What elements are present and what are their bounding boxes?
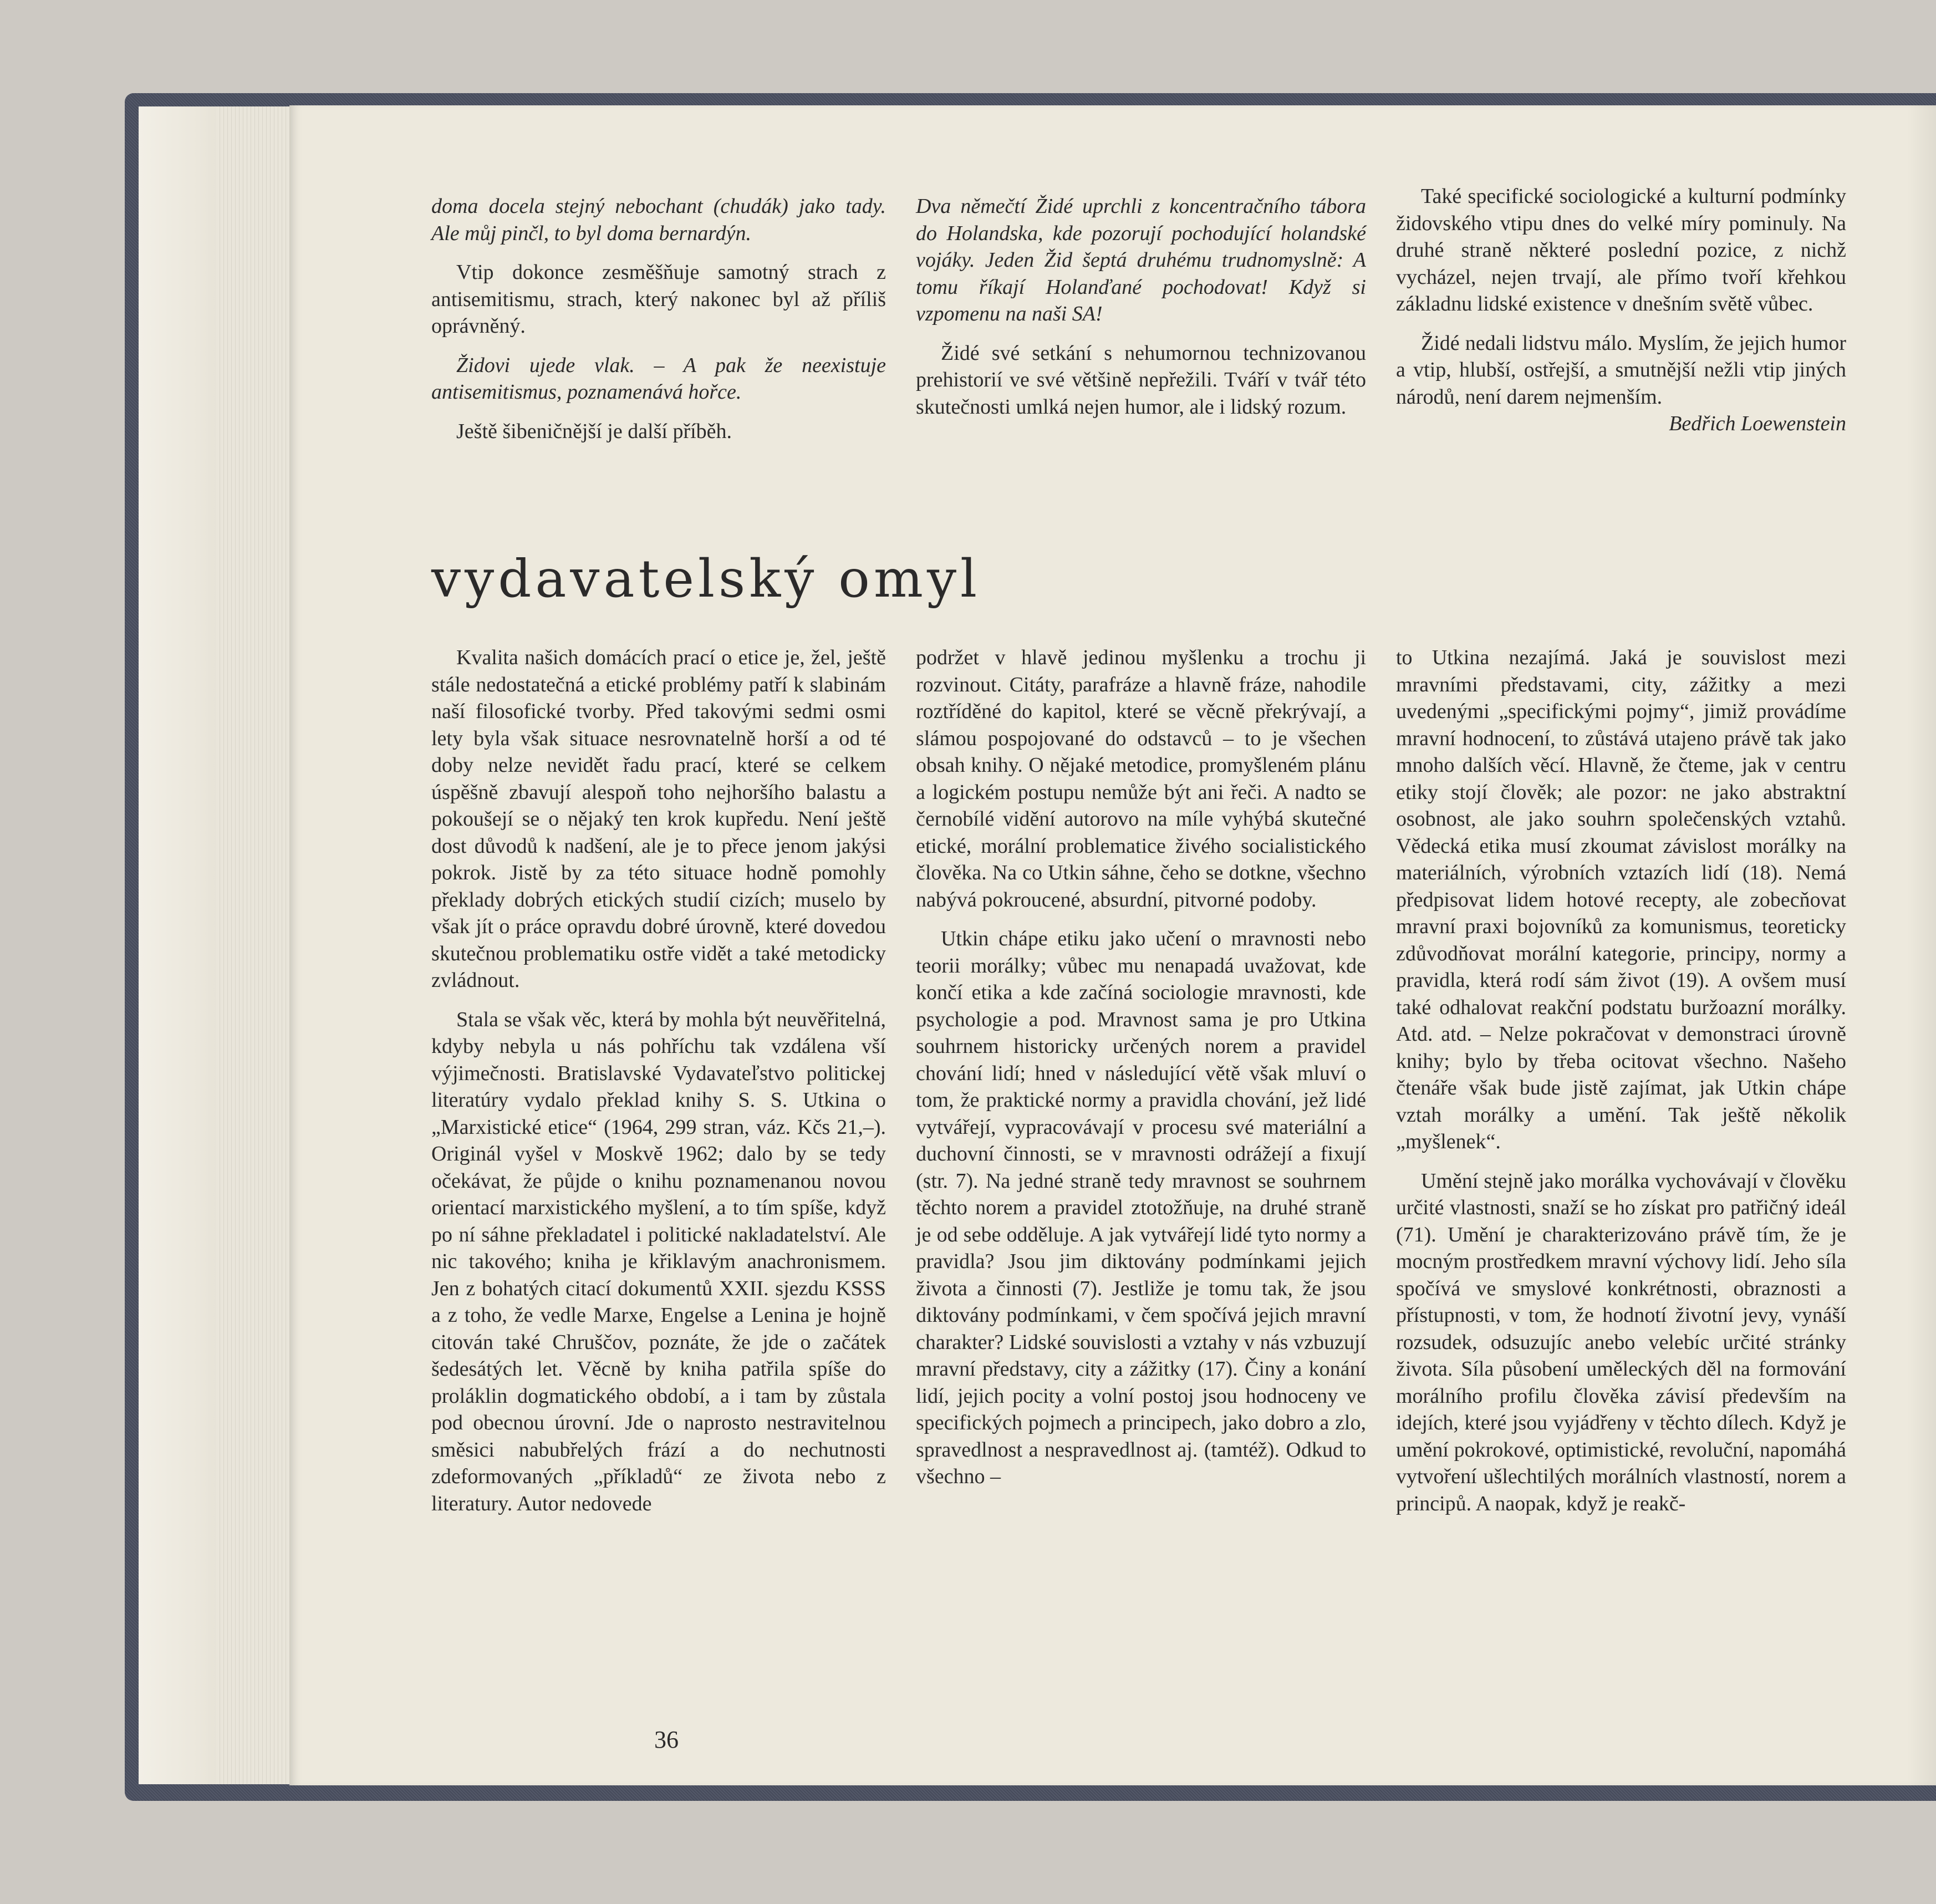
top-column-1 <box>431 193 886 445</box>
paragraph: Utkin chápe etiku jako učení o mravnosti nebo teorii morálky; vůbec mu nenapadá uvažovat, kde končí etika a kde začíná sociologie mravnosti, kde psychologie a pod. Mravnost sama je pro Utkina souhrnem historicky určených norem a pravidel chování lidí; hned v následující větě však mluví o tom, že praktické normy a pravidla chování, jež lidé vytvářejí, vypracovávají v procesu své materiální a duchovní činnosti, se v mravnosti odrážejí a fixují (str. 7). Na jedné straně tedy mravnost se souhrnem těchto norem a pravidel ztotožňuje, na druhé straně je od sebe odděluje. A jak vytvářejí lidé tyto normy a pravidla? Jsou jim diktovány podmínkami jejich života a činnosti (7). Jestliže je tomu tak, že jsou diktovány podmínkami, v čem spočívá jejich mravní charakter? Lidské souvislosti a vztahy v nás vzbuzují mravní představy, city a zážitky (17). Činy a konání lidí, jejich pocity a volní postoj jsou hodnoceny ve specifických pojmech a principech, jako dobro a zlo, spravedlnost a nespravedlnost aj. (tamtéž). Odkud to všechno – <box>916 927 1366 1488</box>
paragraph: podržet v hlavě jedinou myšlenku a trochu ji rozvinout. Citáty, parafráze a hlavně fráze, nahodile roztříděné do kapitol, které se věcně překrývají, a slámou pospojované do odstavců – to je všechen obsah knihy. O nějaké metodice, promyšleném plánu a logickém postupu nemůže být ani řeči. A nadto se černobílé vidění autorovo na míle vyhýbá skutečné etické, morální problematice živého socialistického člověka. Na co Utkin sáhne, čeho se dotkne, všechno nabývá pokroucené, absurdní, pitvorné podoby. <box>916 646 1366 912</box>
paragraph: Stala se však věc, která by mohla být neuvěřitelná, kdyby nebyla u nás pohříchu tak vzdálena vší výjimečnosti. Bratislavské Vydavateľstvo politickej literatúry vydalo překlad knihy S. S. Utkina o „Marxistické etice“ (1964, 299 stran, váz. Kčs 21,–). Originál vyšel v Moskvě 1962; dalo by se tedy očekávat, že půjde o knihu poznamenanou novou orientací marxistického myšlení, a to tím spíše, když po ní sáhne překladatel i politické nakladatelství. Ale nic takového; kniha je křiklavým anachronismem. Jen z bohatých citací dokumentů XXII. sjezdu KSSS a z toho, že vedle Marxe, Engelse a Lenina je hojně citován také Chruščov, poznáte, že jde o začátek šedesátých let. Věcně by kniha patřila spíše do proláklin dogmatického období, a i tam by zůstala pod obecnou úrovní. Jde o naprosto nestravitelnou směsici nabubřelých frází a do nechutnosti zdeformovaných „příkladů“ ze života nebo z literatury. Autor nedovede <box>431 1007 886 1515</box>
article-column-1 <box>431 644 886 1517</box>
article-title: vydavatelský omyl <box>431 549 981 609</box>
page-edges <box>216 106 294 1784</box>
paragraph: Židovi ujede vlak. – A pak že neexistuje antisemitismus, poznamenává hořce. <box>431 353 886 404</box>
author-signature: Bedřich Loewenstein <box>1669 412 1846 435</box>
paragraph <box>1396 330 1846 435</box>
top-column-2 <box>916 193 1366 420</box>
article-column-2 <box>916 644 1366 1490</box>
top-column-3 <box>1396 183 1846 437</box>
paragraph: Vtip dokonce zesměšňuje samotný strach z antisemitismu, strach, který nakonec byl až příliš oprávněný. <box>431 261 886 338</box>
page-gutter-shadow <box>1907 105 1936 1785</box>
page-number: 36 <box>654 1726 679 1753</box>
paragraph: doma docela stejný nebochant (chudák) jako tady. Ale můj pinčl, to byl doma bernardýn. <box>431 195 886 245</box>
paragraph: Kvalita našich domácích prací o etice je, žel, ještě stále nedostatečná a etické problémy patří k slabinám naší filosofické tvorby. Před takovými sedmi osmi lety byla však situace nesrovnatelně horší a od té doby nelze nevidět řadu prací, které se celkem úspěšně zbavují alespoň toho nejhoršího balastu a pokoušejí se o nějaký ten krok kupředu. Není ještě dost důvodů k nadšení, ale je to přece jenom jakýsi pokrok. Jistě by za této situace hodně pomohly překlady dobrých etických studií cizích; muselo by však jít o práce opravdu dobré úrovně, které dovedou skutečnou problematiku ostře vidět a také metodicky zvládnout. <box>431 646 886 992</box>
paragraph: to Utkina nezajímá. Jaká je souvislost mezi mravními představami, city, zážitky a mezi uvedenými „specifickými pojmy“, jimiž provádíme mravní hodnocení, to zůstává utajeno právě tak jako mnoho dalších věcí. Hlavně, že čteme, jak v centru etiky stojí člověk; ale pozor: ne jako abstraktní osobnost, ale jako souhrn společenských vztahů. Vědecká etika musí zkoumat závislost morálky na materiálních, výrobních vztazích lidí (18). Nemá předpisovat lidem hotové recepty, ale zobecňovat mravní praxi bojovníků za komunismus, teoreticky zdůvodňovat morální kategorie, principy, normy a pravidla, která rodí sám život (19). A ovšem musí také odhalovat reakční podstatu buržoazní morálky. Atd. atd. – Nelze pokračovat v demonstraci úrovně knihy; bylo by třeba ocitovat všechno. Našeho čtenáře však bude jistě zajímat, jak Utkin chápe vztah morálky a umění. Tak ještě několik „myšlenek“. <box>1396 646 1846 1153</box>
paragraph: Také specifické sociologické a kulturní podmínky židovského vtipu dnes do velké míry pominuly. Na druhé straně některé poslední pozice, z nichž vycházel, nejen trvají, ale přímo tvoří křehkou základnu lidské existence v dnešním světě vůbec. <box>1396 185 1846 315</box>
article-column-3 <box>1396 644 1846 1517</box>
paragraph: Umění stejně jako morálka vychovávají v člověku určité vlastnosti, snaží se ho získat pro patřičný ideál (71). Umění je charakterizováno právě tím, že je mocným prostředkem mravní výchovy lidí. Jeho síla spočívá ve smyslové konkrétnosti, obraznosti a přístupnosti, v tom, že hodnotí životní jevy, vynáší rozsudek, odsuzujíc anebo velebíc určité stránky života. Síla působení uměleckých děl na formování morálního profilu člověka závisí především na idejích, které jsou vyjádřeny v těchto dílech. Když je umění pokrokové, optimistické, revoluční, napomáhá vytvoření ušlechtilých morálních vlastností, norem a principů. A naopak, když je reakč- <box>1396 1169 1846 1515</box>
paragraph-text: Židé nedali lidstvu málo. Myslím, že jejich humor a vtip, hlubší, ostřejší, a smutnější nežli vtip jiných národů, není darem nejmenším. <box>1396 331 1846 409</box>
paragraph: Dva němečtí Židé uprchli z koncentračního tábora do Holandska, kde pozorují pochodující holandské vojáky. Jeden Žid šeptá druhému trudnomyslně: A tomu říkají Holanďané pochodovat! Když si vzpomenu na naši SA! <box>916 195 1366 325</box>
paragraph: Židé své setkání s nehumornou technizovanou prehistorií ve své většině nepřežili. Tváří v tvář této skutečnosti umlká nejen humor, ale i lidský rozum. <box>916 341 1366 419</box>
paragraph: Ještě šibeničnější je další příběh. <box>456 419 732 443</box>
